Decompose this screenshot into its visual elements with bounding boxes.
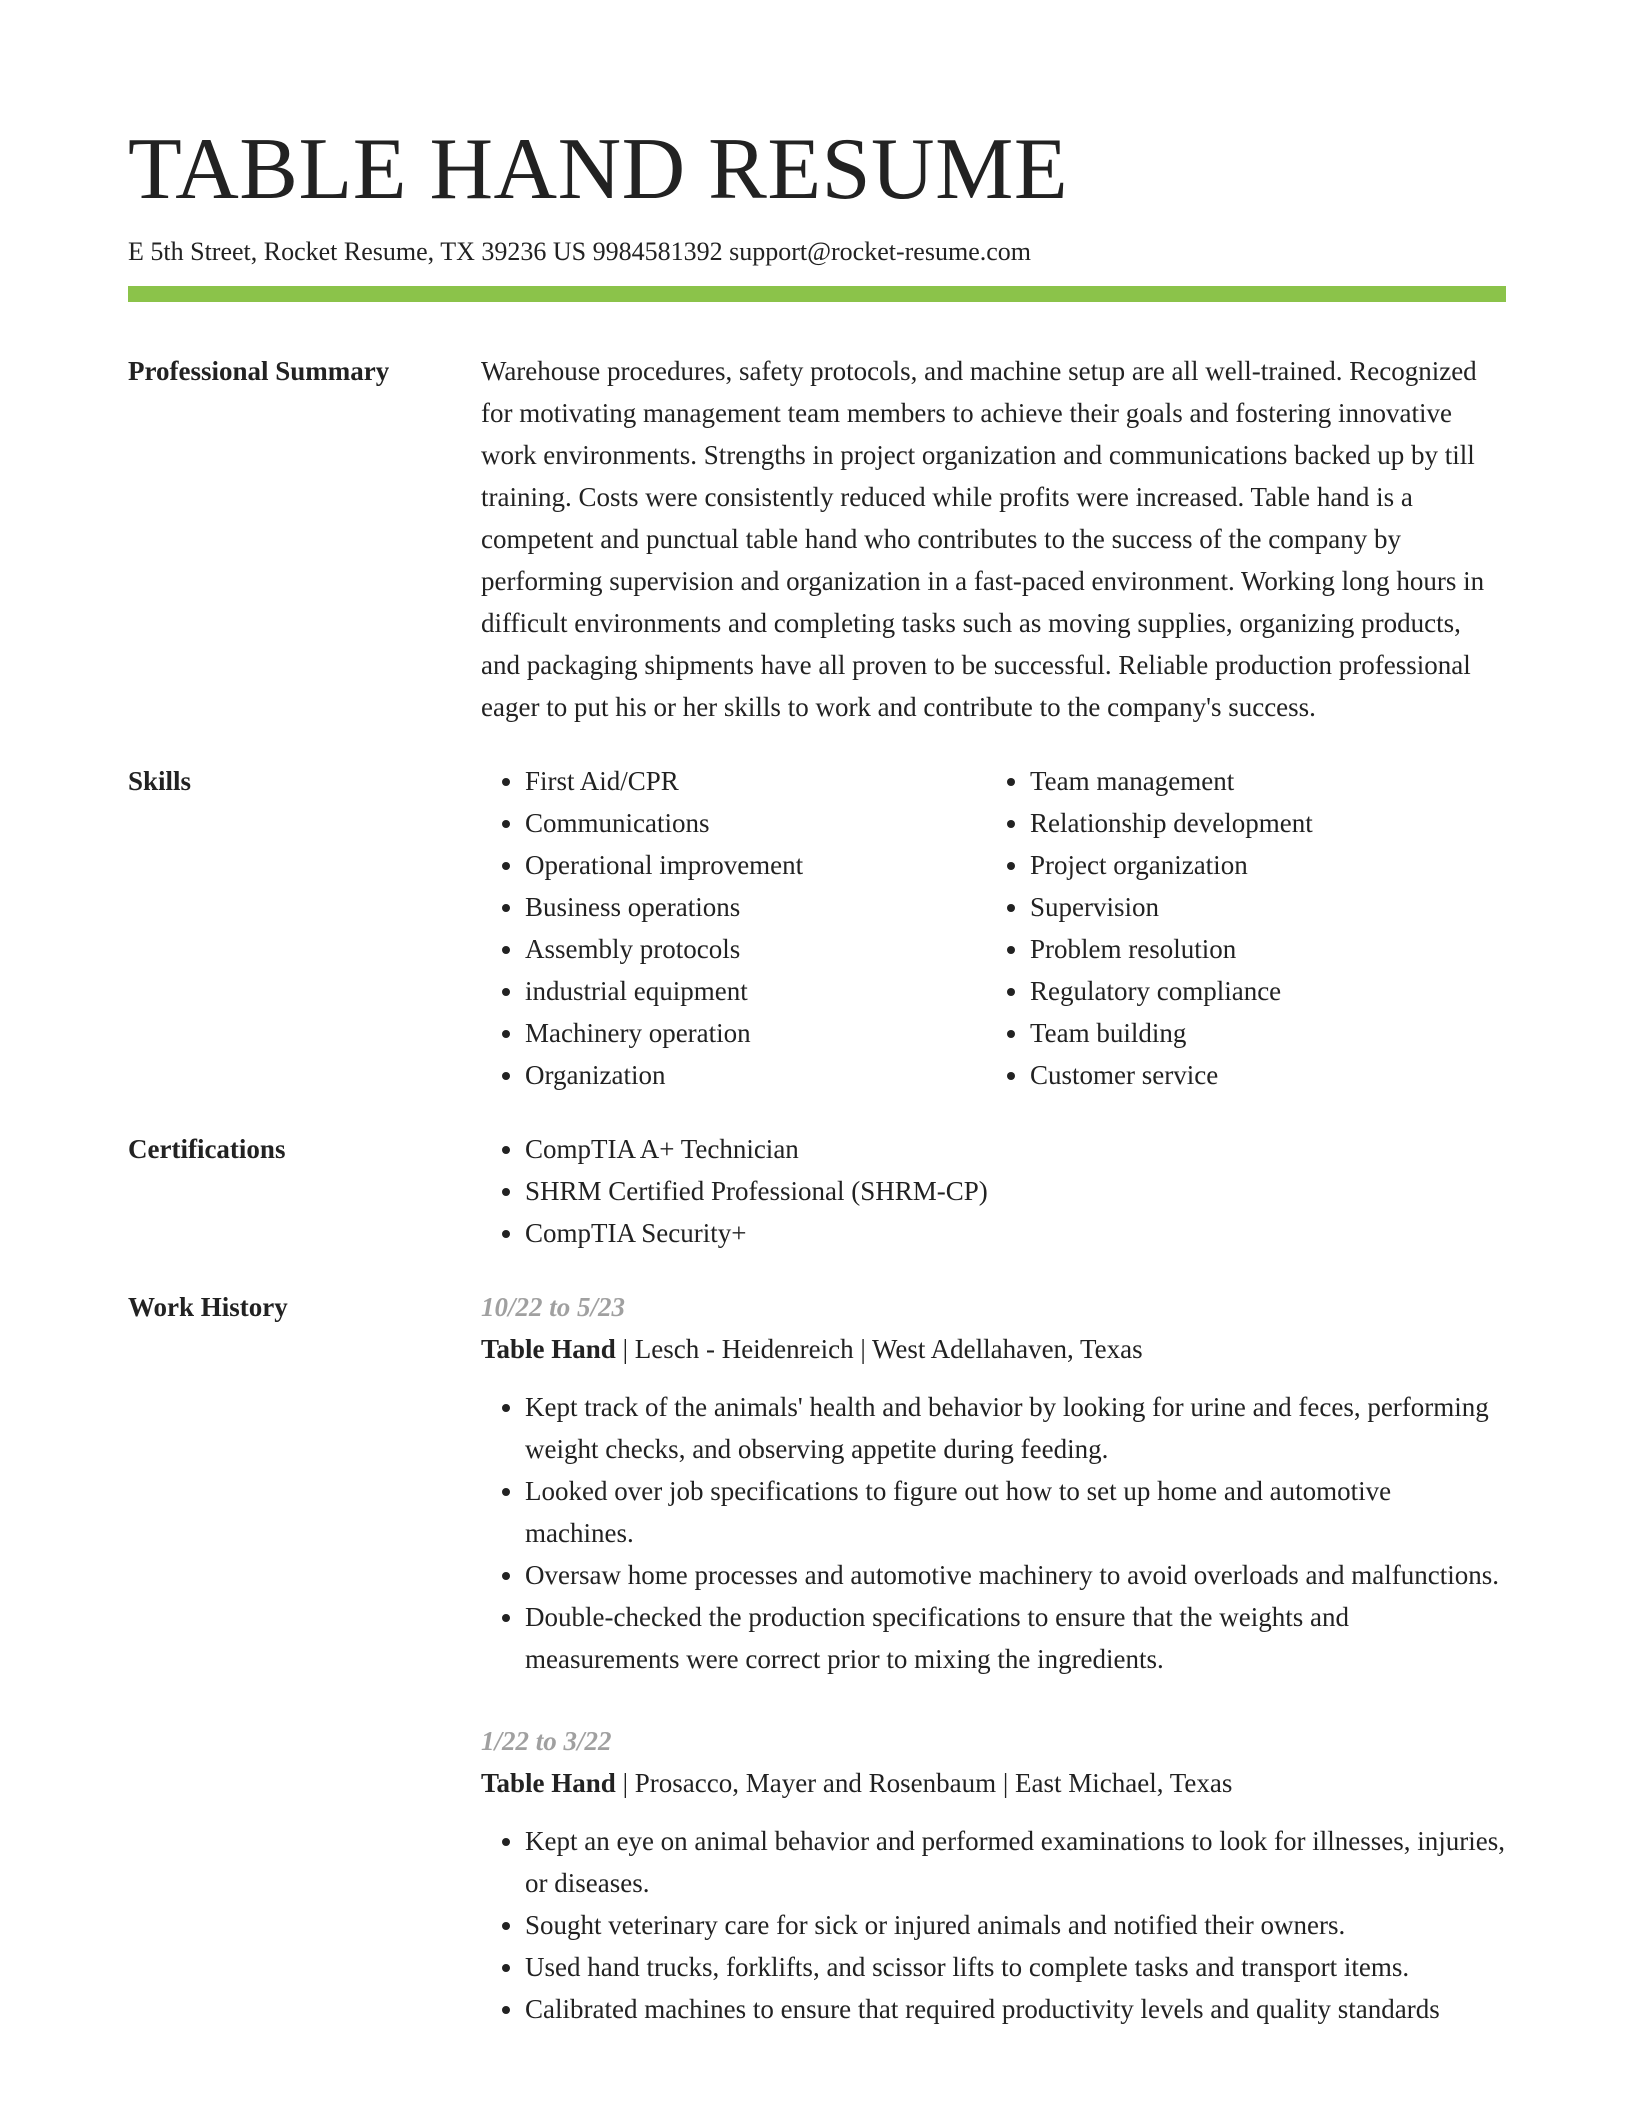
certifications-body [481,1128,1506,1254]
summary-body [481,350,1506,728]
skill-item: • industrial equipment [525,970,986,1012]
job-entry [481,1286,1506,1680]
certification-item: • SHRM Certified Professional (SHRM-CP) [525,1170,1506,1212]
skill-item: • Team building [1030,1012,1491,1054]
job-heading [481,1328,1506,1370]
skill-item: • Customer service [1030,1054,1491,1096]
skill-item: • Assembly protocols [525,928,986,970]
skills-list-left [481,760,986,1096]
skill-item: • First Aid/CPR [525,760,986,802]
certification-item: • CompTIA Security+ [525,1212,1506,1254]
resume-content [128,350,1506,2030]
skill-item: • Operational improvement [525,844,986,886]
section-label: Certifications [128,1134,286,1164]
job-bullet: • Calibrated machines to ensure that required productivity levels and quality standards [525,1988,1506,2030]
job-bullet: • Used hand trucks, forklifts, and scissor lifts to complete tasks and transport items. [525,1946,1506,1988]
certification-item: • CompTIA A+ Technician [525,1128,1506,1170]
job-bullets [481,1386,1506,1680]
skill-item: • Supervision [1030,886,1491,928]
section-label: Work History [128,1292,288,1322]
job-title: Table Hand [481,1334,616,1364]
skill-item: • Communications [525,802,986,844]
professional-summary-section [128,350,1506,728]
skill-item: • Business operations [525,886,986,928]
job-entry [481,1720,1506,2030]
job-heading [481,1762,1506,1804]
job-bullets [481,1820,1506,2030]
skills-list-right [986,760,1491,1096]
skill-item: • Organization [525,1054,986,1096]
skill-item: • Regulatory compliance [1030,970,1491,1012]
job-bullet: • Looked over job specifications to figure out how to set up home and automotive machines. [525,1470,1506,1554]
skills-columns [481,760,1506,1096]
skill-item: • Relationship development [1030,802,1491,844]
skills-body [481,760,1506,1096]
skill-item: • Project organization [1030,844,1491,886]
skills-section [128,760,1506,1096]
job-bullet: • Kept track of the animals' health and behavior by looking for urine and feces, performing weight checks, and observing appetite during feeding. [525,1386,1506,1470]
certifications-list [481,1128,1506,1254]
section-label: Professional Summary [128,356,390,386]
job-bullet: • Double-checked the production specifications to ensure that the weights and measurements were correct prior to mixing the ingredients. [525,1596,1506,1680]
job-dates: 1/22 to 3/22 [481,1726,612,1756]
skill-item: • Team management [1030,760,1491,802]
job-details: | Prosacco, Mayer and Rosenbaum | East Michael, Texas [615,1768,1233,1798]
job-title: Table Hand [481,1768,616,1798]
resume-title: TABLE HAND RESUME [128,121,1069,218]
job-dates: 10/22 to 5/23 [481,1292,626,1322]
work-history-section [128,1286,1506,2030]
skill-item: • Problem resolution [1030,928,1491,970]
job-bullet: • Oversaw home processes and automotive machinery to avoid overloads and malfunctions. [525,1554,1506,1596]
accent-divider [128,286,1506,302]
job-details: | Lesch - Heidenreich | West Adellahaven, Texas [615,1334,1143,1364]
section-label: Skills [128,766,192,796]
contact-line: E 5th Street, Rocket Resume, TX 39236 US 9984581392 support@rocket-resume.com [128,237,1031,266]
skill-item: • Machinery operation [525,1012,986,1054]
job-bullet: • Sought veterinary care for sick or injured animals and notified their owners. [525,1904,1506,1946]
certifications-section [128,1128,1506,1254]
resume-header [128,120,1506,272]
job-bullet: • Kept an eye on animal behavior and performed examinations to look for illnesses, injuries, or diseases. [525,1820,1506,1904]
summary-text: Warehouse procedures, safety protocols, and machine setup are all well-trained. Recognized for motivating management team members to achieve their goals and fostering innovative work environments. Strengths in project organization and communications backed up by till training. Costs were consistently reduced while profits were increased. Table hand is a competent and punctual table hand who contributes to the success of the company by performing supervision and organization in a fast-paced environment. Working long hours in difficult environments and completing tasks such as moving supplies, organizing products, and packaging shipments have all proven to be successful. Reliable production professional eager to put his or her skills to work and contribute to the company's success. [481,356,1485,722]
work-history-body [481,1286,1506,2030]
